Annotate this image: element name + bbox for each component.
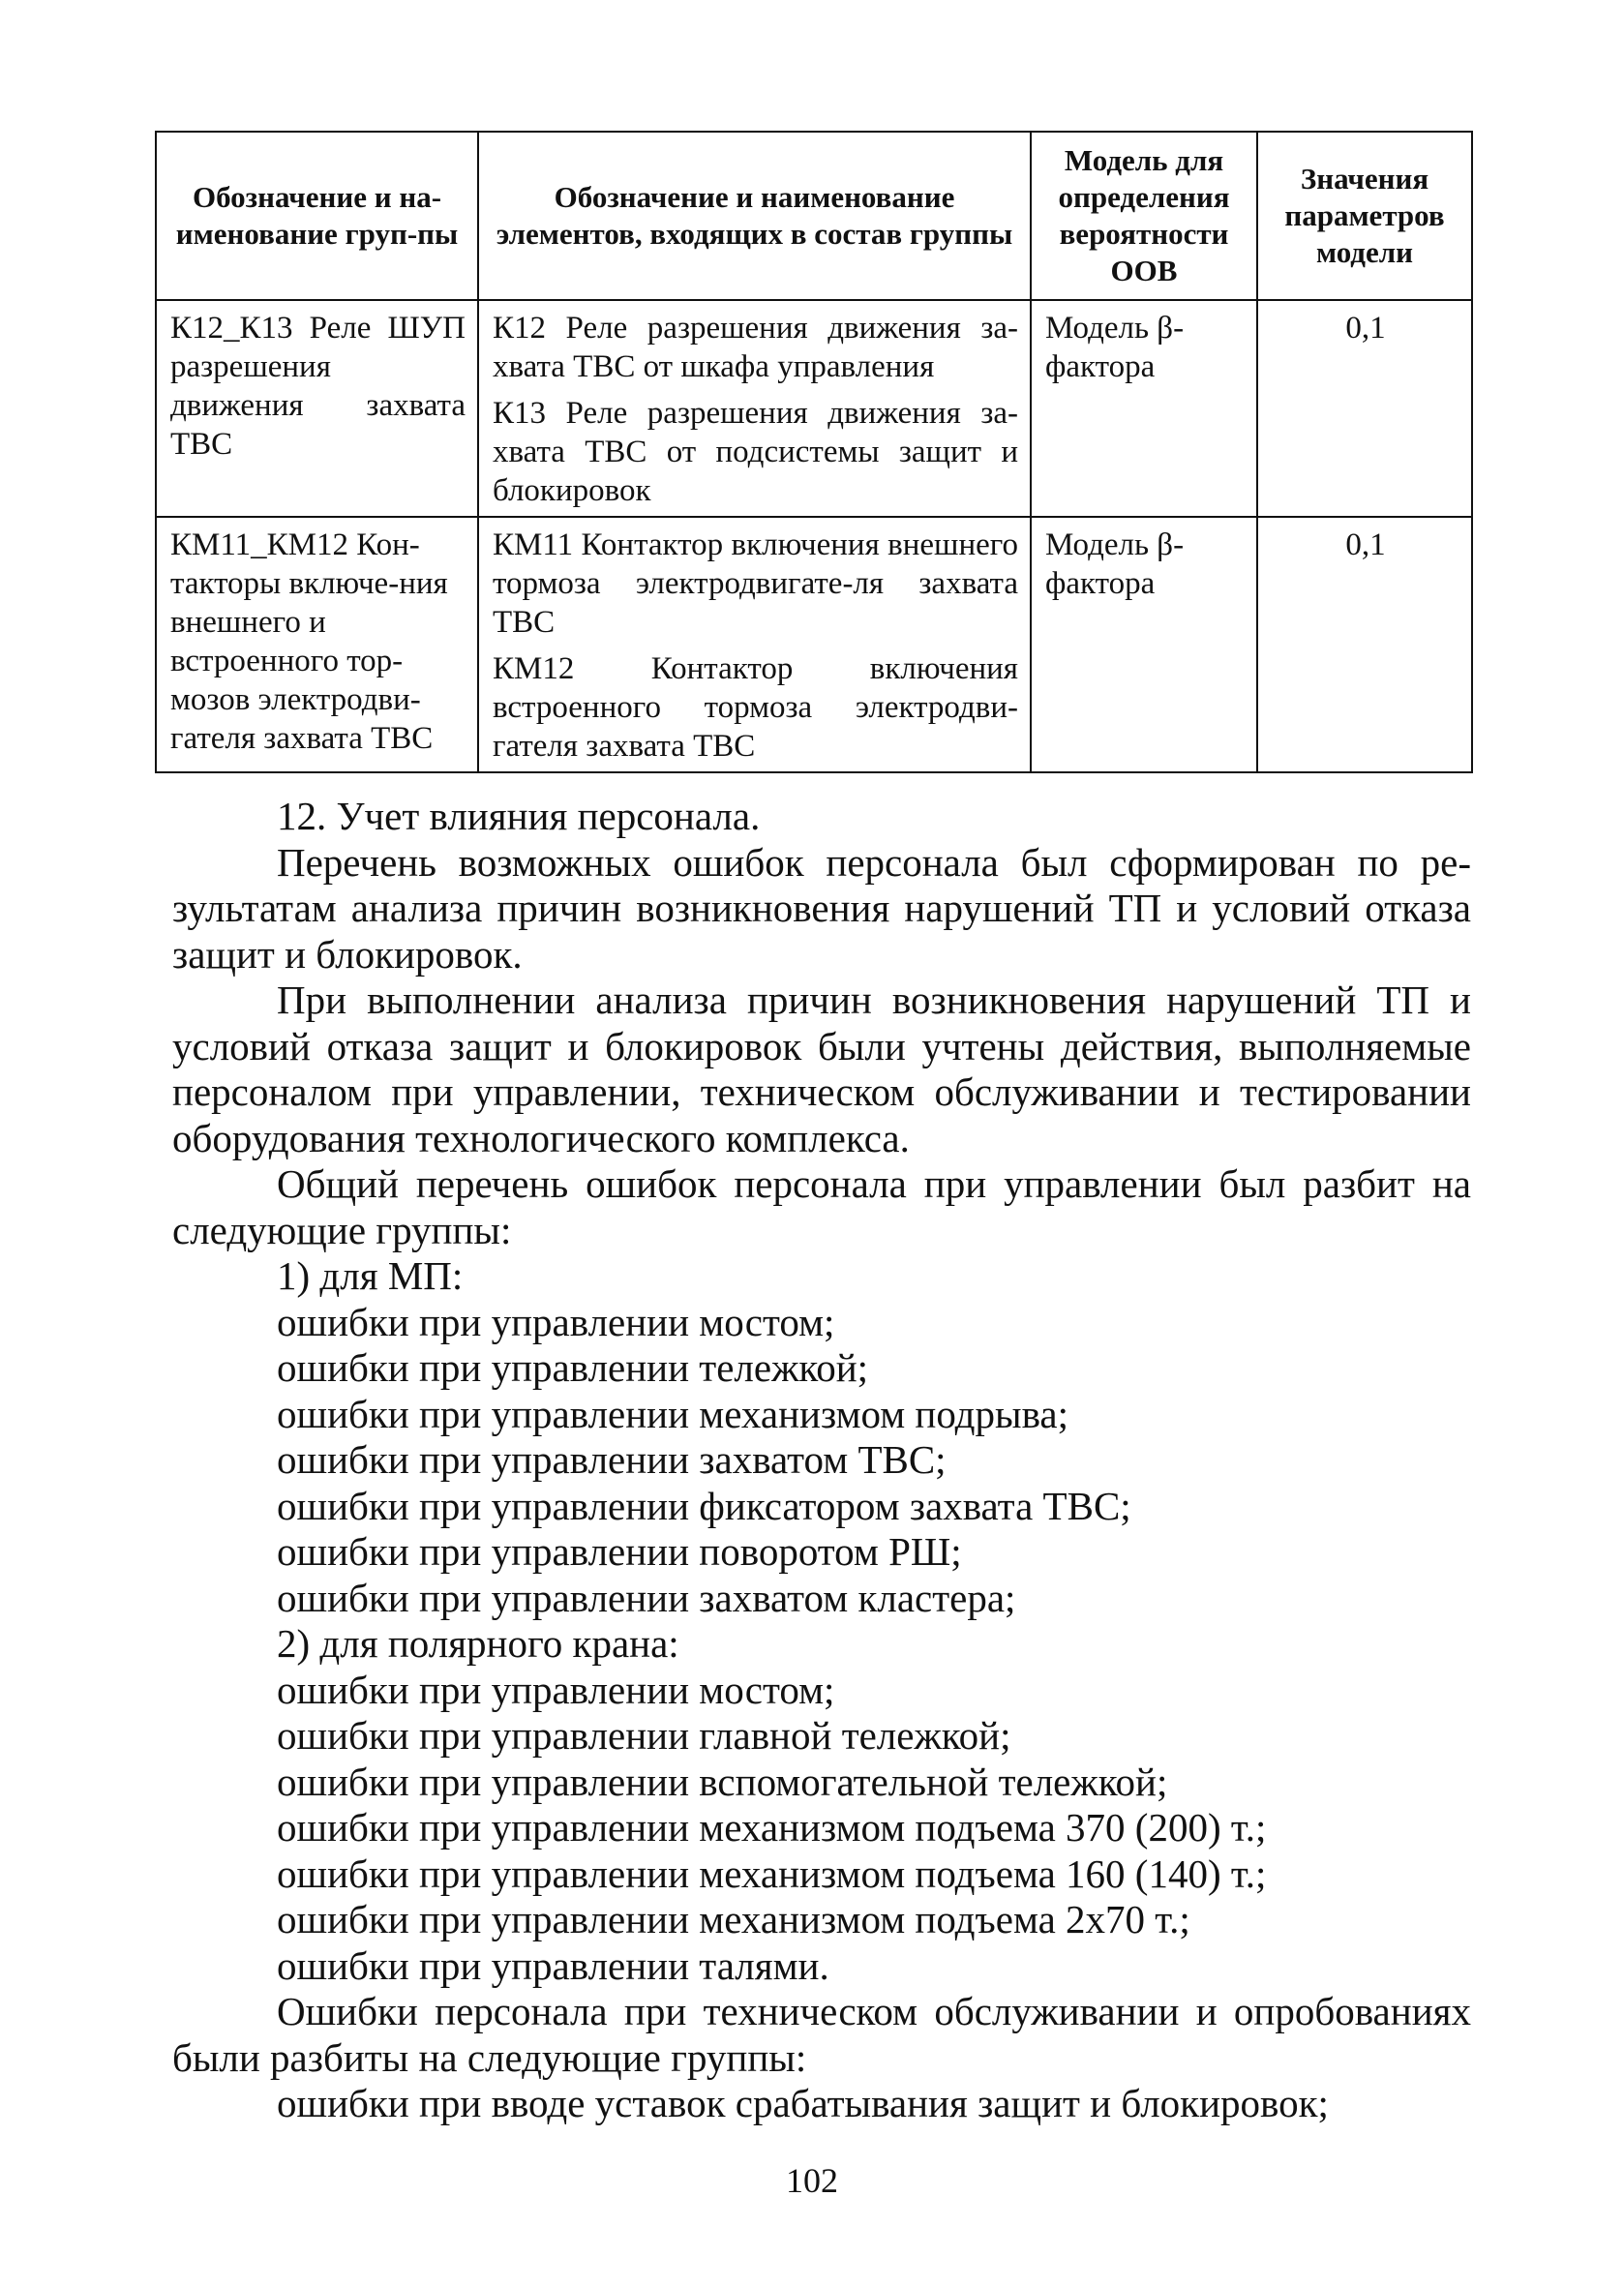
group-cell: КМ11_КМ12 Кон-такторы включе-ния внешнего и встроенного тор-мозов электродви-гателя захвата ТВС xyxy=(156,517,478,772)
page-number: 102 xyxy=(786,2161,838,2200)
list-item: ошибки при управлении мостом; xyxy=(277,1299,835,1344)
model-cell: Модель β-фактора xyxy=(1031,300,1257,517)
paragraph: Перечень возможных ошибок персонала был сформирован по ре-зультатам анализа причин возникновения нарушений ТП и условий отказа защит и блокировок. xyxy=(172,839,1471,977)
model-cell: Модель β-фактора xyxy=(1031,517,1257,772)
list-item: ошибки при управлении механизмом подрыва; xyxy=(277,1391,1068,1436)
element-item: КМ11 Контактор включения внешнего тормоза электродвигате-ля захвата ТВС xyxy=(493,527,1018,640)
header-values: Значения параметров модели xyxy=(1257,132,1472,300)
header-elements: Обозначение и наименование элементов, входящих в состав группы xyxy=(478,132,1031,300)
list-item: ошибки при управлении механизмом подъема 2х70 т.; xyxy=(277,1897,1190,1941)
value-cell: 0,1 xyxy=(1257,300,1472,517)
list-item: ошибки при управлении мостом; xyxy=(277,1667,835,1712)
list-item: ошибки при управлении механизмом подъема 370 (200) т.; xyxy=(277,1805,1267,1850)
paragraph: Общий перечень ошибок персонала при управлении был разбит на следующие группы: xyxy=(172,1161,1471,1252)
list-item: ошибки при управлении главной тележкой; xyxy=(277,1713,1011,1758)
table-row xyxy=(156,300,1472,517)
paragraph: При выполнении анализа причин возникновения нарушений ТП и условий отказа защит и блокировок были учтены действия, выполняемые персоналом при управлении, техническом обслуживании и тестировании оборудования технологического комплекса. xyxy=(172,978,1471,1160)
groups-table xyxy=(155,131,1473,773)
elements-cell xyxy=(478,300,1031,517)
list-item: ошибки при управлении захватом кластера; xyxy=(277,1575,1016,1620)
group-cell: К12_К13 Реле ШУП разрешения движения захвата ТВС xyxy=(156,300,478,517)
list-item: ошибки при вводе уставок срабатывания защит и блокировок; xyxy=(277,2081,1329,2125)
header-group: Обозначение и на-именование груп-пы xyxy=(156,132,478,300)
element-item: К12 Реле разрешения движения за-хвата ТВС от шкафа управления xyxy=(493,311,1018,384)
body-text xyxy=(172,794,1471,2127)
table-header-row xyxy=(156,132,1472,300)
list-title: 2) для полярного крана: xyxy=(277,1621,679,1666)
list-item: ошибки при управлении поворотом РШ; xyxy=(277,1529,962,1574)
header-model: Модель для определения вероятности ООВ xyxy=(1031,132,1257,300)
list-item: ошибки при управлении тележкой; xyxy=(277,1345,869,1390)
element-item: К13 Реле разрешения движения за-хвата ТВС от подсистемы защит и блокировок xyxy=(493,396,1018,508)
section-heading: 12. Учет влияния персонала. xyxy=(277,794,761,838)
list-item: ошибки при управлении фиксатором захвата ТВС; xyxy=(277,1483,1131,1528)
element-item: КМ12 Контактор включения встроенного тормоза электродви-гателя захвата ТВС xyxy=(493,651,1018,764)
list-item: ошибки при управлении талями. xyxy=(277,1942,829,1988)
list-item: ошибки при управлении вспомогательной тележкой; xyxy=(277,1759,1168,1804)
list-title: 1) для МП: xyxy=(277,1253,464,1298)
elements-cell xyxy=(478,517,1031,772)
table-row xyxy=(156,517,1472,772)
list-item: ошибки при управлении механизмом подъема 160 (140) т.; xyxy=(277,1851,1267,1896)
list-item: ошибки при управлении захватом ТВС; xyxy=(277,1437,947,1482)
paragraph: Ошибки персонала при техническом обслуживании и опробованиях были разбиты на следующие группы: xyxy=(172,1989,1471,2080)
value-cell: 0,1 xyxy=(1257,517,1472,772)
